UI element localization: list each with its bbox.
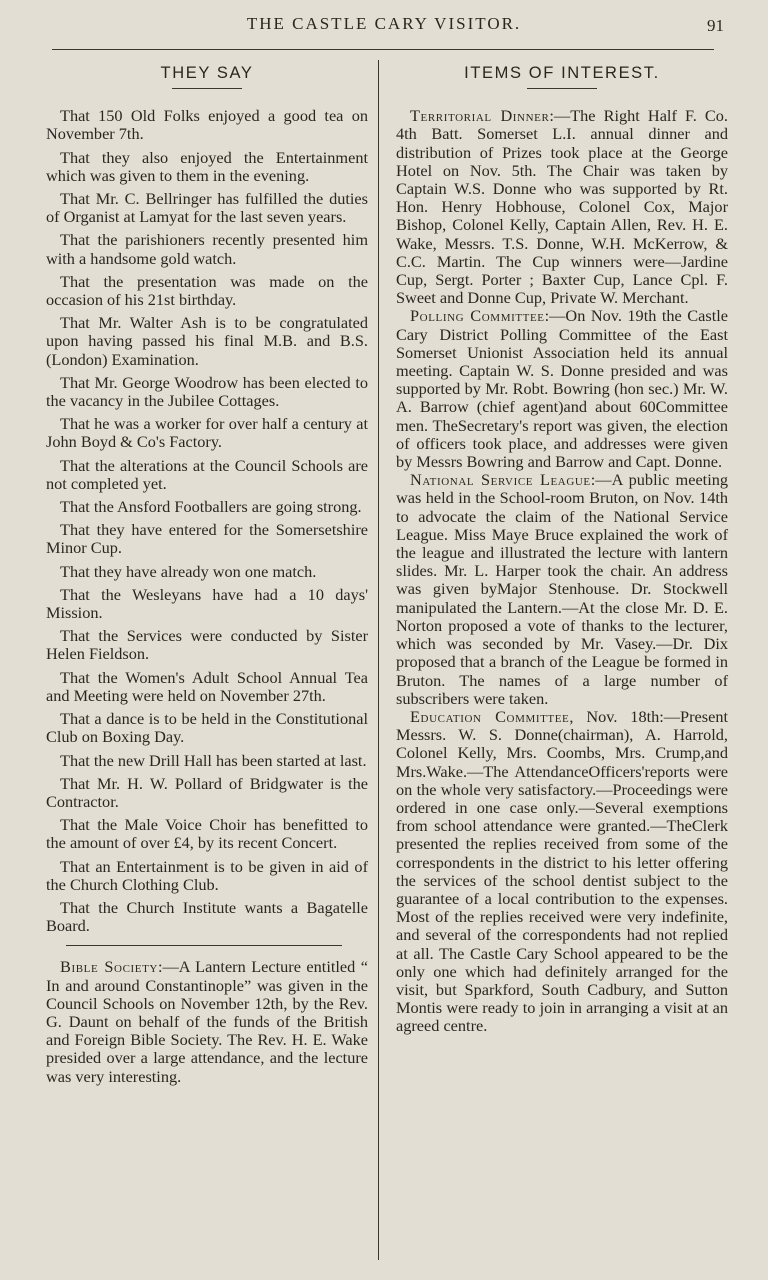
they-say-item: That the presentation was made on the occasion of his 21st birthday. bbox=[46, 271, 368, 310]
national-service-league-paragraph bbox=[396, 471, 728, 708]
items-of-interest-column bbox=[396, 62, 728, 1036]
they-say-item: That the alterations at the Council Schools are not completed yet. bbox=[46, 455, 368, 493]
territorial-dinner-paragraph bbox=[396, 107, 728, 307]
they-say-item: That an Entertainment is to be given in aid of the Church Clothing Club. bbox=[46, 856, 368, 894]
they-say-item: That the Wesleyans have had a 10 days' Mission. bbox=[46, 584, 368, 623]
page-number: 91 bbox=[707, 16, 724, 35]
they-say-item: That 150 Old Folks enjoyed a good tea on November 7th. bbox=[46, 106, 368, 144]
they-say-item: That the Women's Adult School Annual Tea and Meeting were held on November 27th. bbox=[46, 667, 368, 705]
they-say-item: That the Male Voice Choir has benefitted to the amount of over £4, by its recent Concert. bbox=[46, 815, 368, 853]
item-lead: Polling Committee bbox=[410, 306, 545, 326]
item-text: :—On Nov. 19th the Castle Cary District Polling Committee of the East Somerset Unionist Association held its annual meeting. Captain W. S. Donne presided and was supported by Mr. Robt. Bowring (hon sec.) Mr. W. A. Barrow (chief agent)and about 60Committee men. TheSecretary's report was given, the election of officers took place, and addresses were given by Messrs Bowring and Barrow and Capt. Donne. bbox=[396, 306, 728, 472]
section-separator bbox=[66, 945, 342, 946]
polling-committee-paragraph bbox=[396, 307, 728, 471]
bible-society-text: :—A Lantern Lecture entitled “ In and around Constantinople” was given in the Council Schools on November 12th, by the Rev. G. Daunt on behalf of the funds of the British and Foreign Bible Society. The Rev. H. E. Wake presided over a large attendance, and the lecture was very interesting. bbox=[46, 957, 368, 1086]
they-say-item: That Mr. C. Bellringer has fulfilled the duties of Organist at Lamyat for the last seven years. bbox=[46, 189, 368, 227]
heading-underline bbox=[527, 88, 597, 89]
they-say-item: That Mr. H. W. Pollard of Bridgwater is the Contractor. bbox=[46, 773, 368, 811]
header-rule bbox=[52, 49, 714, 50]
they-say-item: That the Ansford Footballers are going strong. bbox=[60, 497, 362, 517]
education-committee-paragraph bbox=[396, 708, 728, 1036]
they-say-item: That Mr. Walter Ash is to be congratulated upon having passed his final M.B. and B.S. (London) Examination. bbox=[46, 313, 368, 369]
item-lead: Territorial Dinner bbox=[410, 106, 550, 126]
item-lead: National Service League bbox=[410, 470, 591, 490]
items-of-interest-heading: ITEMS OF INTEREST. bbox=[464, 64, 660, 82]
they-say-item: That they have entered for the Somersetshire Minor Cup. bbox=[46, 520, 368, 558]
they-say-item: That they also enjoyed the Entertainment which was given to them in the evening. bbox=[46, 147, 368, 185]
they-say-item: That the Church Institute wants a Bagatelle Board. bbox=[46, 897, 368, 936]
they-say-item: That the Services were conducted by Sister Helen Fieldson. bbox=[46, 626, 368, 664]
they-say-item: That he was a worker for over half a century at John Boyd & Co's Factory. bbox=[46, 414, 368, 452]
item-text: :—The Right Half F. Co. 4th Batt. Somerset L.I. annual dinner and distribution of Prizes took place at the George Hotel on Nov. 5th. The Chair was taken by Captain W.S. Donne who was supported by Rt. Hon. Henry Hobhouse, Colonel Cox, Major Bishop, Colonel Kelly, Captain Allen, Rev. H. E. Wake, Messrs. T.S. Donne, W.H. McKerrow, & C.C. Martin. The Cup winners were—Jardine Cup, Sergt. Porter ; Baxter Cup, Lance Cpl. F. Sweet and Donne Cup, Private W. Merchant. bbox=[396, 106, 728, 308]
bible-society-paragraph bbox=[46, 958, 368, 1085]
running-title: THE CASTLE CARY VISITOR. bbox=[246, 14, 522, 33]
they-say-item: That the new Drill Hall has been started at last. bbox=[60, 750, 367, 770]
bible-society-lead: Bible Society bbox=[60, 957, 158, 977]
they-say-column bbox=[46, 62, 368, 1086]
they-say-item: That the parishioners recently presented him with a handsome gold watch. bbox=[46, 230, 368, 268]
they-say-item: That Mr. George Woodrow has been elected to the vacancy in the Jubilee Cottages. bbox=[46, 372, 368, 411]
item-text: :—A public meeting was held in the School-room Bruton, on Nov. 14th to advocate the claim of the National Service League. Miss Maye Bruce explained the work of the league and illustrated the lecture with lantern slides. Mr. L. Harper took the chair. An address was given byMajor Stenhouse. Dr. Stockwell manipulated the Lantern.—At the close Mr. D. E. Norton proposed a vote of thanks to the lecturer, which was seconded by Mr. Vasey.—Dr. Dix proposed that a branch of the League be formed in Bruton. The names of a large number of subscribers were taken. bbox=[396, 470, 728, 708]
item-text: , Nov. 18th:—Present Messrs. W. S. Donne(chairman), A. Harrold, Colonel Kelly, Mrs. Coombs, Mrs. Crump,and Mrs.Wake.—The AttendanceOfficers'reports were on the whole very satisfactory.—Proceedings were ordered in one case only.—Several exemptions from school attendance were granted.—TheClerk presented the replies received from some of the correspondents in the district to his letter offering the services of the school dentist subject to the guarantee of a local contribution to the expenses. Most of the replies received were very indefinite, and several of the correspondents had not replied at all. The Castle Cary School appeared to be the only one which had definitely arranged for the visit, but Sparkford, South Cadbury, and Sutton Montis were ready to join in arranging a visit at an agreed centre. bbox=[396, 706, 728, 1036]
item-lead: Education Committee bbox=[410, 706, 570, 726]
they-say-item: That they have already won one match. bbox=[60, 561, 317, 581]
they-say-heading: THEY SAY bbox=[160, 64, 254, 82]
heading-underline bbox=[172, 88, 242, 89]
column-divider bbox=[378, 60, 379, 1260]
they-say-item: That a dance is to be held in the Constitutional Club on Boxing Day. bbox=[46, 709, 368, 747]
